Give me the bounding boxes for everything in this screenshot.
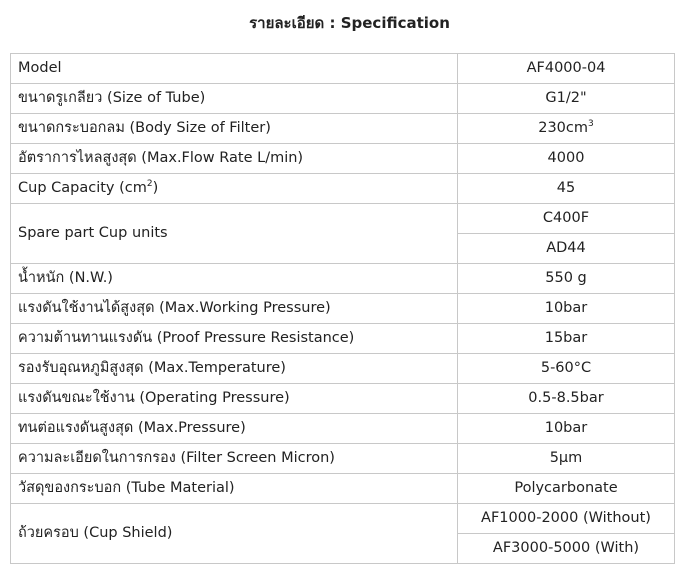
spec-label: อัตราการไหลสูงสุด (Max.Flow Rate L/min): [11, 144, 458, 174]
spec-value: G1/2": [458, 84, 675, 114]
spec-label: Model: [11, 54, 458, 84]
table-row: [11, 354, 675, 384]
table-row: [11, 444, 675, 474]
spec-label: แรงดันขณะใช้งาน (Operating Pressure): [11, 384, 458, 414]
table-row: [11, 84, 675, 114]
spec-value: 45: [458, 174, 675, 204]
spec-value: AD44: [458, 234, 675, 264]
table-row: [11, 384, 675, 414]
spec-value: 4000: [458, 144, 675, 174]
spec-value-text: 230cm: [538, 120, 589, 137]
table-row: [11, 204, 675, 234]
spec-value: 15bar: [458, 324, 675, 354]
spec-value: C400F: [458, 204, 675, 234]
spec-label: Spare part Cup units: [11, 204, 458, 264]
table-row: [11, 294, 675, 324]
spec-value: 0.5-8.5bar: [458, 384, 675, 414]
spec-value: AF4000-04: [458, 54, 675, 84]
spec-value: [458, 114, 675, 144]
page-title: รายละเอียด : Specification: [249, 14, 450, 32]
table-row: [11, 144, 675, 174]
spec-label: ขนาดรูเกลียว (Size of Tube): [11, 84, 458, 114]
spec-label-text: Cup Capacity (cm: [18, 180, 147, 197]
spec-value: AF3000-5000 (With): [458, 534, 675, 564]
table-row: [11, 504, 675, 534]
superscript: 2: [146, 179, 153, 190]
spec-label: ทนต่อแรงดันสูงสุด (Max.Pressure): [11, 414, 458, 444]
spec-value: 5-60°C: [458, 354, 675, 384]
spec-label: ขนาดกระบอกลม (Body Size of Filter): [11, 114, 458, 144]
table-row: [11, 114, 675, 144]
spec-label: [11, 174, 458, 204]
table-row: [11, 174, 675, 204]
spec-label: วัสดุของกระบอก (Tube Material): [11, 474, 458, 504]
table-row: [11, 474, 675, 504]
spec-label: แรงดันใช้งานได้สูงสุด (Max.Working Pressure): [11, 294, 458, 324]
table-row: [11, 54, 675, 84]
table-row: [11, 264, 675, 294]
spec-label: ความต้านทานแรงดัน (Proof Pressure Resistance): [11, 324, 458, 354]
spec-value: Polycarbonate: [458, 474, 675, 504]
spec-value: 550 g: [458, 264, 675, 294]
spec-label: รองรับอุณหภูมิสูงสุด (Max.Temperature): [11, 354, 458, 384]
spec-value: 10bar: [458, 414, 675, 444]
spec-value: 10bar: [458, 294, 675, 324]
spec-value: 5μm: [458, 444, 675, 474]
spec-label: ถ้วยครอบ (Cup Shield): [11, 504, 458, 564]
superscript: 3: [588, 119, 594, 130]
spec-label: ความละเอียดในการกรอง (Filter Screen Micron): [11, 444, 458, 474]
specification-table: [10, 53, 675, 564]
spec-value: AF1000-2000 (Without): [458, 504, 675, 534]
spec-label-text: ): [152, 180, 159, 197]
spec-label: น้ำหนัก (N.W.): [11, 264, 458, 294]
table-row: [11, 414, 675, 444]
table-row: [11, 324, 675, 354]
